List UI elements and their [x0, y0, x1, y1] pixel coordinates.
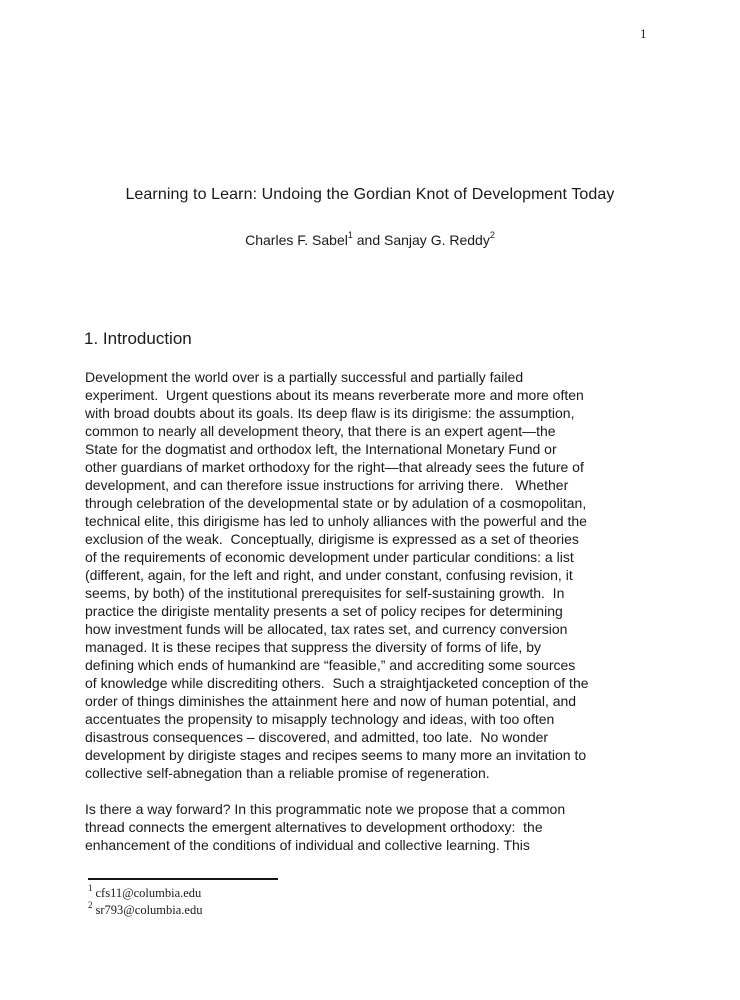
text-line: technical elite, this dirigisme has led to unholy alliances with the powerful and the — [85, 513, 587, 529]
paragraph — [85, 800, 685, 854]
text-line: enhancement of the conditions of individual and collective learning. This — [85, 837, 530, 853]
footnote-text: cfs11@columbia.edu — [95, 886, 202, 900]
text-line: through celebration of the developmental state or by adulation of a cosmopolitan, — [85, 495, 587, 511]
text-line: managed. It is these recipes that suppress the diversity of forms of life, by — [85, 639, 541, 655]
footnote-separator — [88, 878, 278, 880]
text-line: other guardians of market orthodoxy for the right—that already sees the future of — [85, 459, 584, 475]
text-line: exclusion of the weak. Conceptually, dirigisme is expressed as a set of theories — [85, 531, 579, 547]
author-footnote-marker: 2 — [489, 230, 495, 241]
text-line: development by dirigiste stages and recipes seems to many more an invitation to — [85, 747, 587, 763]
body-text — [85, 368, 685, 872]
text-line: of the requirements of economic development under particular conditions: a list — [85, 549, 574, 565]
paragraph — [85, 368, 685, 782]
footnote-marker: 2 — [88, 899, 93, 910]
text-line: how investment funds will be allocated, tax rates set, and currency conversion — [85, 621, 568, 637]
author-footnote-marker: 1 — [347, 230, 353, 241]
author-name: Charles F. Sabel — [245, 232, 348, 248]
text-line: Is there a way forward? In this programmatic note we propose that a common — [85, 801, 566, 817]
text-line: defining which ends of humankind are “feasible,” and accrediting some sources — [85, 657, 576, 673]
footnotes — [88, 882, 203, 919]
text-line: accentuates the propensity to misapply technology and ideas, with too often — [85, 711, 555, 727]
text-line: collective self-abnegation than a reliable promise of regeneration. — [85, 765, 490, 781]
text-line: (different, again, for the left and right, and under constant, confusing revision, it — [85, 567, 573, 583]
text-line: practice the dirigiste mentality presents a set of policy recipes for determining — [85, 603, 563, 619]
footnote-text: sr793@columbia.edu — [95, 903, 203, 917]
text-line: development, and can therefore issue instructions for arriving there. Whether — [85, 477, 569, 493]
author-name: and Sanjay G. Reddy — [352, 232, 490, 248]
text-line: seems, by both) of the institutional prerequisites for self-sustaining growth. In — [85, 585, 565, 601]
footnote-marker: 1 — [88, 882, 93, 893]
footnote — [88, 899, 203, 919]
text-line: with broad doubts about its goals. Its deep flaw is its dirigisme: the assumption, — [85, 405, 575, 421]
section-heading: 1. Introduction — [84, 329, 192, 348]
paper-title: Learning to Learn: Undoing the Gordian Knot of Development Today — [125, 186, 615, 203]
text-line: order of things diminishes the attainment here and now of human potential, and — [85, 693, 577, 709]
authors-line — [0, 232, 740, 248]
text-line: thread connects the emergent alternatives to development orthodoxy: the — [85, 819, 543, 835]
page-number: 1 — [640, 26, 647, 41]
text-line: disastrous consequences – discovered, and admitted, too late. No wonder — [85, 729, 549, 745]
text-line: common to nearly all development theory, that there is an expert agent—the — [85, 423, 556, 439]
text-line: State for the dogmatist and orthodox left, the International Monetary Fund or — [85, 441, 557, 457]
text-line: Development the world over is a partially successful and partially failed — [85, 369, 524, 385]
text-line: experiment. Urgent questions about its means reverberate more and more often — [85, 387, 584, 403]
footnote — [88, 882, 202, 902]
text-line: of knowledge while discrediting others. Such a straightjacketed conception of the — [85, 675, 589, 691]
